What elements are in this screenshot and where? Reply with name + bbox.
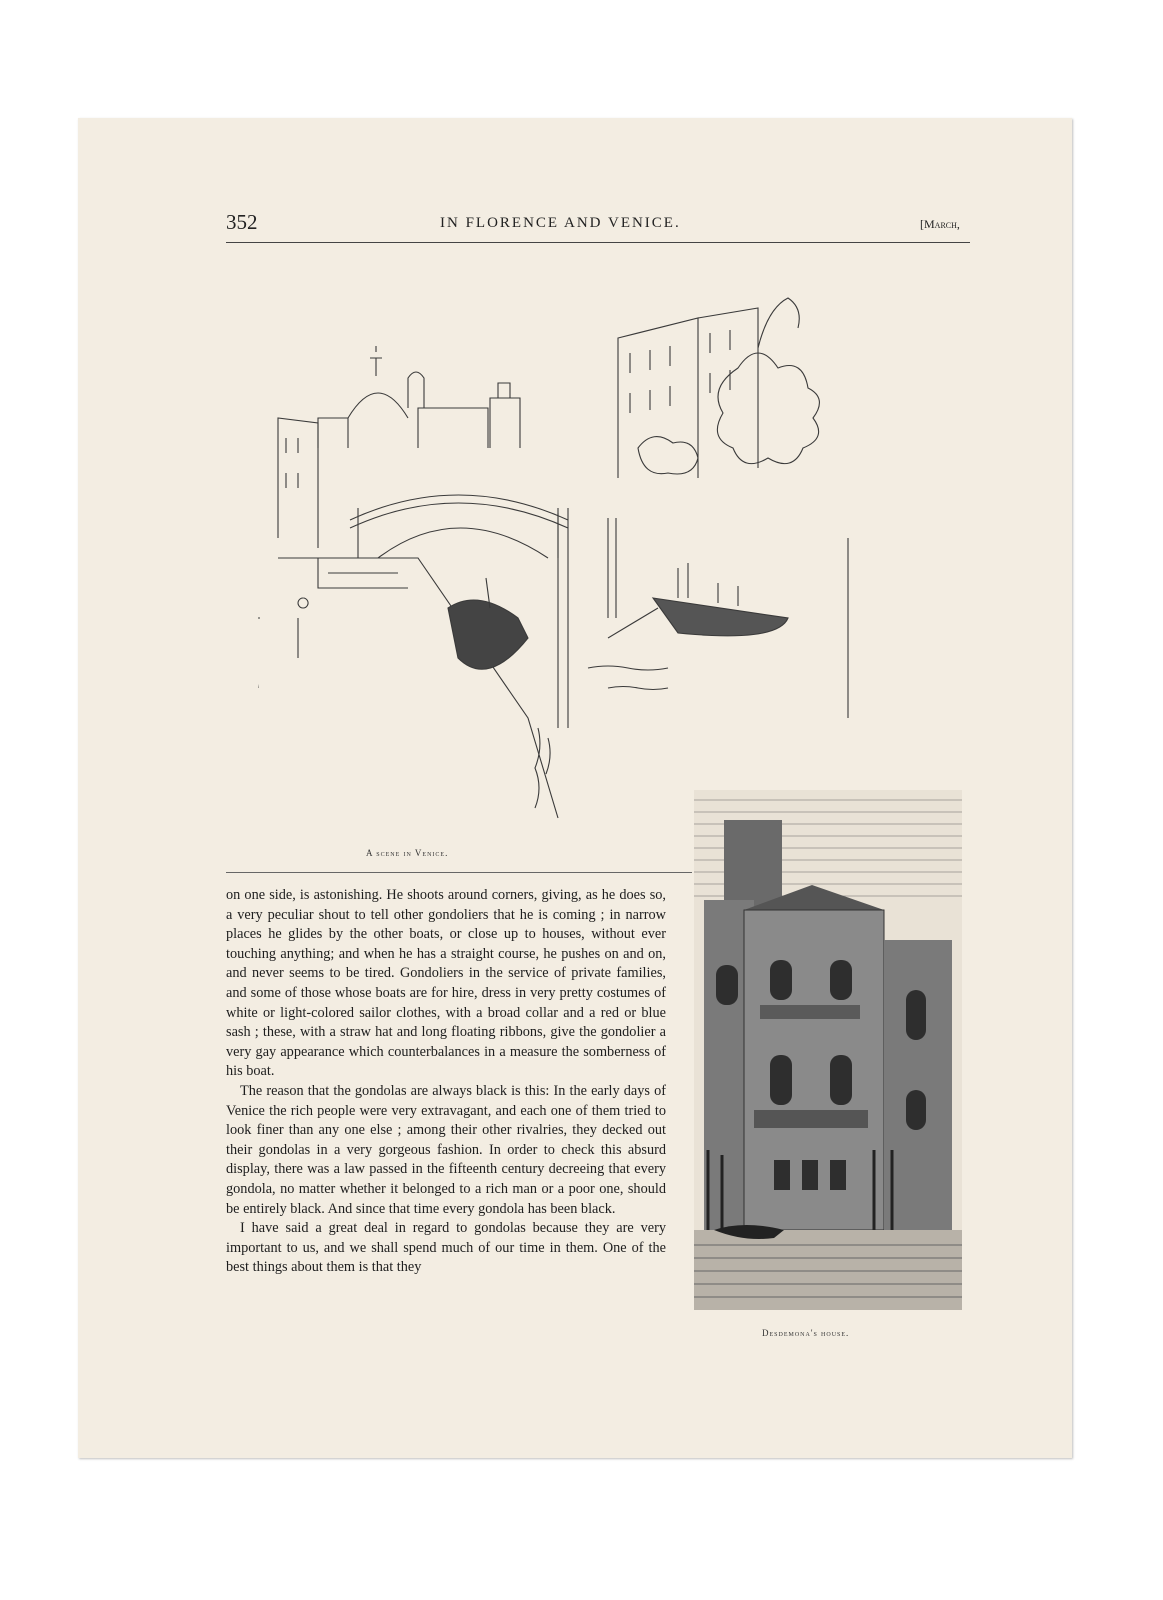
venice-scene-illustration <box>258 258 948 844</box>
paragraph: The reason that the gondolas are always black is this: In the early days of Venice the rich people were very extravagant, and each one of them tried to look finer than any one else ; among their other rivalries, they decked out their gondolas in a very gorgeous fashion. In order to check this absurd display, there was a law passed in the fifteenth century decreeing that every gondola, no matter whether it belonged to a rich man or a poor one, should be entirely black. And since that time every gondola has been black. <box>226 1082 666 1217</box>
caption-rule <box>226 872 692 873</box>
venice-scene-drawing <box>258 258 948 844</box>
body-text <box>226 886 666 1278</box>
figure-caption-venice: A scene in Venice. <box>366 848 449 858</box>
header-rule <box>226 242 970 243</box>
paragraph: I have said a great deal in regard to gondolas because they are very important to us, and we shall spend much of our time in them. One of the best things about them is that they <box>226 1220 666 1276</box>
desdemona-house-engraving <box>694 790 962 1310</box>
figure-caption-desdemona: Desdemona's house. <box>762 1328 850 1338</box>
running-title: IN FLORENCE AND VENICE. <box>440 215 681 231</box>
desdemona-house-illustration <box>694 790 962 1310</box>
page-number: 352 <box>226 210 258 234</box>
paragraph: on one side, is astonishing. He shoots around corners, giving, as he does so, a very peculiar shout to tell other gondoliers that he is coming ; in narrow places he glides by the other boats, or close up to houses, without ever touching anything; and when he has a straight course, he pushes on and on, and never seems to be tired. Gondoliers in the service of private families, and some of those whose boats are for hire, dress in very pretty costumes of white or light-colored sailor clothes, with a broad collar and a red or blue sash ; these, with a straw hat and long floating ribbons, give the gondolier a very gay appearance which counterbalances in a measure the somberness of his boat. <box>226 887 666 1080</box>
running-date: [March, <box>920 217 960 231</box>
